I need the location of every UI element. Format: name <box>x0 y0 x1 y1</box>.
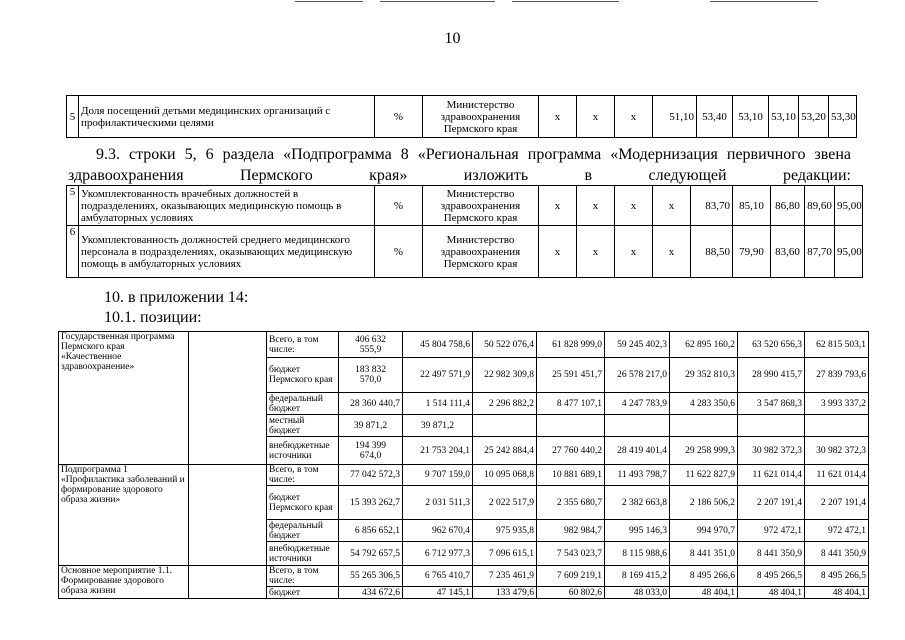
blank-cell <box>189 332 267 465</box>
value-cell: 10 881 689,1 <box>537 465 605 486</box>
value-cell: 39 871,2 <box>403 415 473 437</box>
value-cell: 995 146,3 <box>605 520 670 542</box>
value-cell: 63 520 656,3 <box>738 332 805 358</box>
value-cell: 28 419 401,4 <box>605 437 670 465</box>
scan-line <box>512 1 619 2</box>
value-cell: 61 828 999,0 <box>537 332 605 358</box>
value-cell: 8 441 350,9 <box>738 542 805 566</box>
value-cell: 50 522 076,4 <box>473 332 537 358</box>
heading-10-1: 10.1. позиции: <box>104 309 202 326</box>
value-cell <box>339 437 403 465</box>
value-cell: 53,30 <box>829 96 857 138</box>
value-cell <box>473 415 537 437</box>
program-name: Государственная программа Пермского края «Качественное здравоохранение» <box>59 332 189 465</box>
value-total: 406 632 555,9 <box>355 334 386 355</box>
value-cell <box>339 332 403 358</box>
value-cell: 11 621 014,4 <box>738 465 805 486</box>
value-cell: 60 802,6 <box>537 587 605 599</box>
value-cell: 62 815 503,1 <box>805 332 869 358</box>
value-cell: 95,00 <box>835 226 863 278</box>
table-row <box>59 566 869 587</box>
value-cell: x <box>615 186 653 226</box>
value-cell: 6 712 977,3 <box>403 542 473 566</box>
value-cell: 962 670,4 <box>403 520 473 542</box>
value-cell: 30 982 372,3 <box>805 437 869 465</box>
value-cell: 59 245 402,3 <box>605 332 670 358</box>
table-row <box>59 465 869 486</box>
value-cell: 2 382 663,8 <box>605 486 670 520</box>
funding-source: бюджет Пермского края <box>267 358 339 393</box>
value-cell: 83,70 <box>691 186 733 226</box>
value-cell: 6 765 410,7 <box>403 566 473 587</box>
value-cell: 975 935,8 <box>473 520 537 542</box>
value-cell: 89,60 <box>805 186 835 226</box>
value-cell: 85,10 <box>733 186 771 226</box>
value-cell: 1 514 111,4 <box>403 393 473 415</box>
value-cell: x <box>615 226 653 278</box>
value-cell: 30 982 372,3 <box>738 437 805 465</box>
value-cell: 2 355 680,7 <box>537 486 605 520</box>
value-cell: 982 984,7 <box>537 520 605 542</box>
value-cell: 972 472,1 <box>805 520 869 542</box>
value-cell: 25 242 884,4 <box>473 437 537 465</box>
value-cell: 6 856 652,1 <box>339 520 403 542</box>
value-cell: x <box>539 186 577 226</box>
value-cell: 77 042 572,3 <box>339 465 403 486</box>
value-cell: x <box>577 186 615 226</box>
value-cell: 48 404,1 <box>805 587 869 599</box>
scan-line <box>380 1 495 2</box>
value-cell: 3 547 868,3 <box>738 393 805 415</box>
value-cell: 54 792 657,5 <box>339 542 403 566</box>
value-cell: 8 441 350,9 <box>805 542 869 566</box>
responsible-org: Министерство здравоохранения Пермского края <box>423 186 539 226</box>
value-cell: 29 258 999,3 <box>670 437 738 465</box>
scan-line <box>295 1 363 2</box>
scan-line <box>710 1 818 2</box>
value-cell: 86,80 <box>771 186 805 226</box>
value-cell: 48 404,1 <box>670 587 738 599</box>
funding-source: Всего, в том числе: <box>267 465 339 486</box>
value-total: 183 832 570,0 <box>355 365 386 385</box>
section-9-3-text: 9.3. строки 5, 6 раздела «Подпрограмма 8 «Региональная программа «Модернизация первичного звена здравоохранения Пермского края» изложить в следующей редакции: <box>68 146 851 184</box>
funding-source: федеральный бюджет <box>267 520 339 542</box>
value-cell: 994 970,7 <box>670 520 738 542</box>
value-cell: 53,10 <box>733 96 769 138</box>
value-cell: 2 207 191,4 <box>738 486 805 520</box>
value-cell: 88,50 <box>691 226 733 278</box>
value-cell: 11 621 014,4 <box>805 465 869 486</box>
funding-source: внебюджетные источники <box>267 437 339 465</box>
blank-cell <box>189 465 267 566</box>
indicator-table-2 <box>66 185 863 278</box>
value-cell <box>537 415 605 437</box>
value-cell: 53,40 <box>697 96 733 138</box>
value-cell: 7 609 219,1 <box>537 566 605 587</box>
value-cell: 29 352 810,3 <box>670 358 738 393</box>
value-cell: 39 871,2 <box>339 415 403 437</box>
value-cell: x <box>539 226 577 278</box>
value-cell: 53,20 <box>799 96 829 138</box>
value-cell: 8 115 988,6 <box>605 542 670 566</box>
value-cell: 2 022 517,9 <box>473 486 537 520</box>
unit-cell: % <box>375 186 423 226</box>
value-cell: 2 296 882,2 <box>473 393 537 415</box>
value-cell: 4 283 350,6 <box>670 393 738 415</box>
value-cell: 28 360 440,7 <box>339 393 403 415</box>
value-cell: 83,60 <box>771 226 805 278</box>
value-cell: 7 235 461,9 <box>473 566 537 587</box>
value-cell <box>738 415 805 437</box>
table-row <box>67 186 863 226</box>
value-cell: x <box>539 96 577 138</box>
row-number: 6 <box>67 226 79 278</box>
funding-source: внебюджетные источники <box>267 542 339 566</box>
value-cell: 9 707 159,0 <box>403 465 473 486</box>
heading-10: 10. в приложении 14: <box>104 289 249 306</box>
funding-source: бюджет Пермского края <box>267 486 339 520</box>
indicator-name: Укомплектованность должностей среднего медицинского персонала в подразделениях, оказывающих медицинскую помощь в амбулаторных условиях <box>79 226 375 278</box>
value-cell: 22 982 309,8 <box>473 358 537 393</box>
value-cell: 972 472,1 <box>738 520 805 542</box>
value-cell: 133 479,6 <box>473 587 537 599</box>
value-cell: 55 265 306,5 <box>339 566 403 587</box>
value-cell: 4 247 783,9 <box>605 393 670 415</box>
value-cell: 62 895 160,2 <box>670 332 738 358</box>
funding-source: федеральный бюджет <box>267 393 339 415</box>
value-cell: 434 672,6 <box>339 587 403 599</box>
value-cell: 45 804 758,6 <box>403 332 473 358</box>
value-cell <box>605 415 670 437</box>
value-cell: 2 031 511,3 <box>403 486 473 520</box>
value-total: 194 399 674,0 <box>355 440 386 461</box>
value-cell: 7 096 615,1 <box>473 542 537 566</box>
table-row <box>67 226 863 278</box>
value-cell: 11 622 827,9 <box>670 465 738 486</box>
row-number: 5 <box>67 96 79 138</box>
responsible-org: Министерство здравоохранения Пермского края <box>423 96 539 138</box>
value-cell: 51,10 <box>653 96 697 138</box>
funding-source: Всего, в том числе: <box>267 332 339 358</box>
value-cell: 26 578 217,0 <box>605 358 670 393</box>
value-cell: 95,00 <box>835 186 863 226</box>
value-cell: 48 033,0 <box>605 587 670 599</box>
value-cell: 8 169 415,2 <box>605 566 670 587</box>
value-cell: 15 393 262,7 <box>339 486 403 520</box>
unit-cell: % <box>375 226 423 278</box>
funding-source: Всего, в том числе: <box>267 566 339 587</box>
responsible-org: Министерство здравоохранения Пермского края <box>423 226 539 278</box>
unit-cell: % <box>375 96 423 138</box>
value-cell: x <box>615 96 653 138</box>
activity-name: Основное мероприятие 1.1. Формирование здорового образа жизни <box>59 566 189 599</box>
value-cell: 7 543 023,7 <box>537 542 605 566</box>
value-cell <box>339 358 403 393</box>
value-cell <box>670 415 738 437</box>
indicator-table-1 <box>66 95 857 138</box>
table-row <box>59 332 869 358</box>
value-cell: 11 493 798,7 <box>605 465 670 486</box>
value-cell: 87,70 <box>805 226 835 278</box>
value-cell: 47 145,1 <box>403 587 473 599</box>
indicator-name: Укомплектованность врачебных должностей в подразделениях, оказывающих медицинскую помощь в амбулаторных условиях <box>79 186 375 226</box>
value-cell: 8 477 107,1 <box>537 393 605 415</box>
value-cell: 8 441 351,0 <box>670 542 738 566</box>
value-cell: 10 095 068,8 <box>473 465 537 486</box>
financing-table <box>58 331 869 599</box>
value-cell: 28 990 415,7 <box>738 358 805 393</box>
value-cell: 8 495 266,5 <box>738 566 805 587</box>
value-cell <box>805 415 869 437</box>
value-cell: 79,90 <box>733 226 771 278</box>
page-number: 10 <box>444 30 461 47</box>
row-number: 5 <box>67 186 79 226</box>
value-cell: 27 839 793,6 <box>805 358 869 393</box>
blank-cell <box>189 566 267 599</box>
value-cell: 21 753 204,1 <box>403 437 473 465</box>
value-cell: 3 993 337,2 <box>805 393 869 415</box>
value-cell: x <box>653 186 691 226</box>
funding-source: местный бюджет <box>267 415 339 437</box>
indicator-name: Доля посещений детьми медицинских организаций с профилактическими целями <box>79 96 375 138</box>
value-cell: x <box>577 226 615 278</box>
value-cell: 22 497 571,9 <box>403 358 473 393</box>
subprogram-name: Подпрограмма 1 «Профилактика заболеваний и формирование здорового образа жизни» <box>59 465 189 566</box>
value-cell: 48 404,1 <box>738 587 805 599</box>
value-cell: x <box>577 96 615 138</box>
value-cell: 2 207 191,4 <box>805 486 869 520</box>
value-cell: x <box>653 226 691 278</box>
value-cell: 8 495 266,5 <box>805 566 869 587</box>
value-cell: 2 186 506,2 <box>670 486 738 520</box>
table-row <box>67 96 857 138</box>
value-cell: 25 591 451,7 <box>537 358 605 393</box>
value-cell: 53,10 <box>769 96 799 138</box>
value-cell: 27 760 440,2 <box>537 437 605 465</box>
funding-source: бюджет <box>267 587 339 599</box>
value-cell: 8 495 266,6 <box>670 566 738 587</box>
